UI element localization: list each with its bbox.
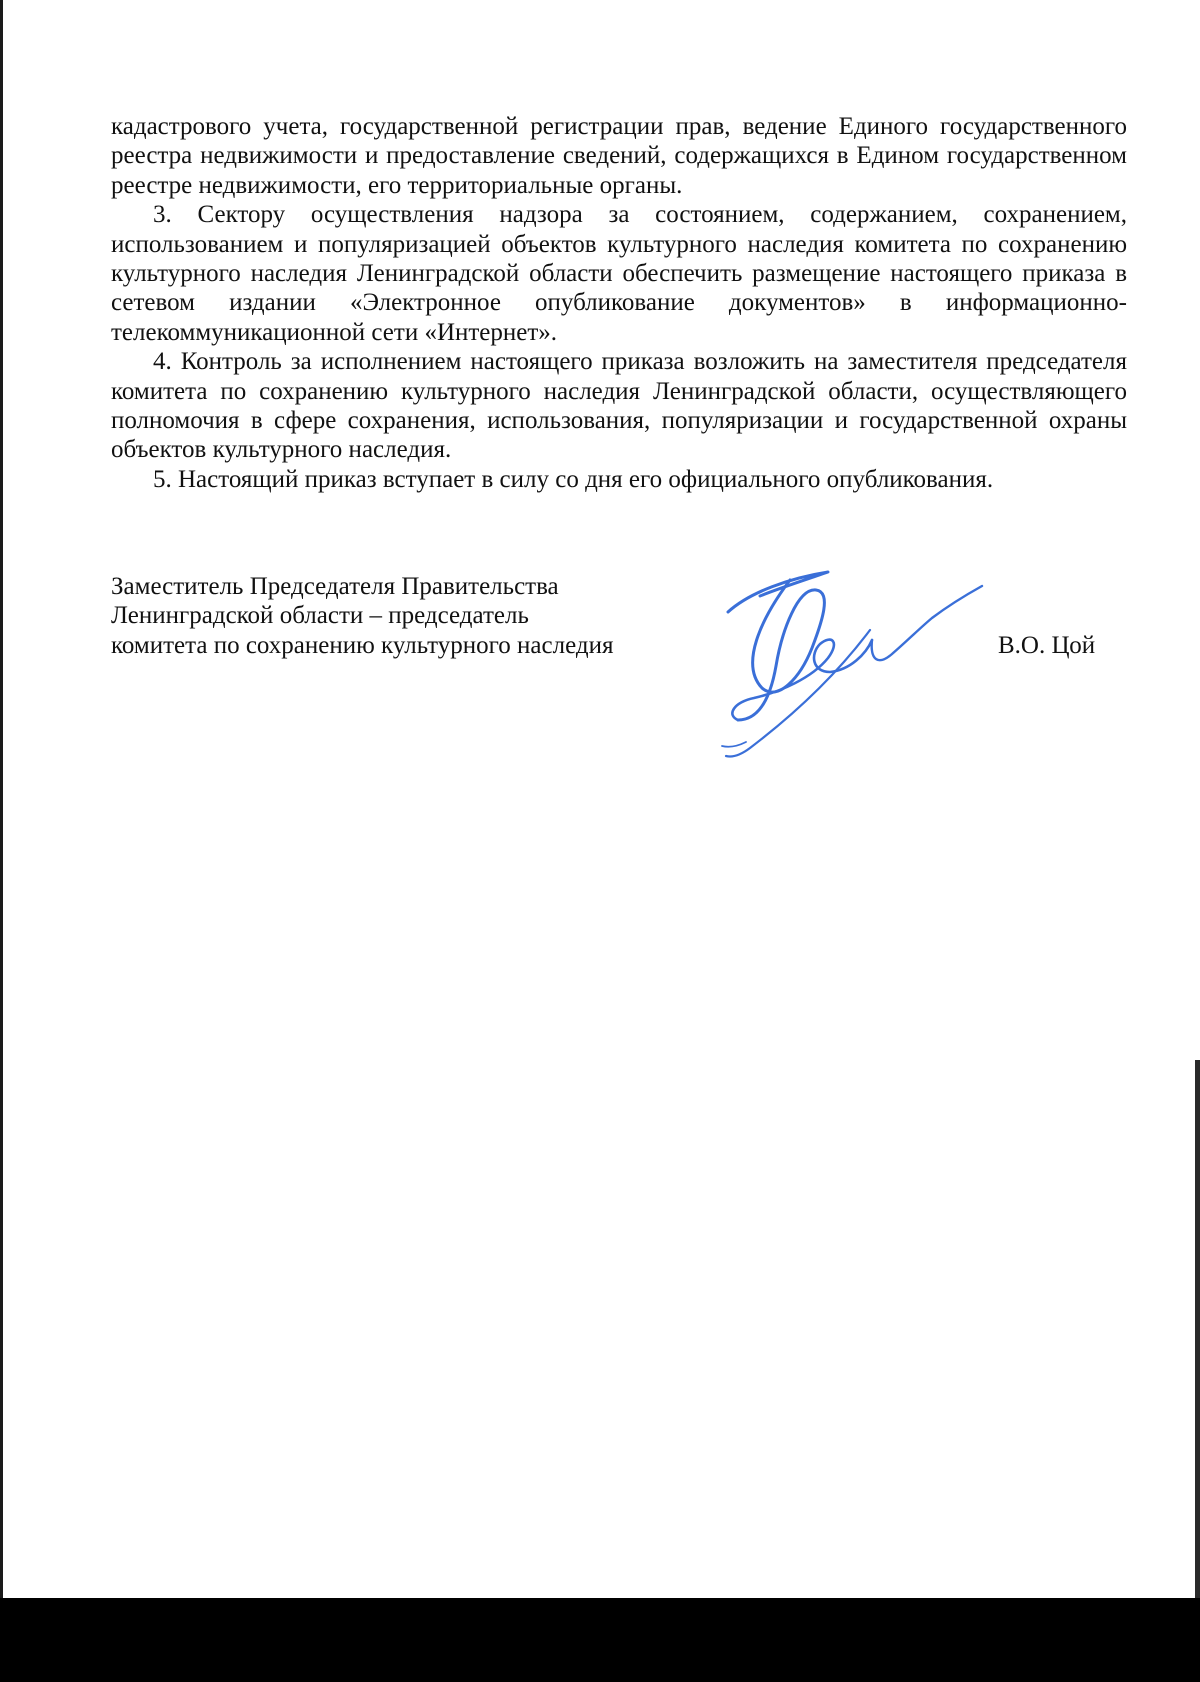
signatory-name: В.О. Цой <box>998 632 1096 659</box>
signatory-position-line: комитета по сохранению культурного наследия <box>111 631 614 659</box>
scan-edge-left <box>0 0 3 1682</box>
scan-bottom-bar <box>0 1598 1200 1682</box>
paragraph-continuation: кадастрового учета, государственной регистрации прав, ведение Единого государственного реестра недвижимости и предоставление сведений, содержащихся в Едином государственном реестре недвижимости, его территориальные органы. <box>111 113 1127 199</box>
scan-edge-right <box>1195 1060 1200 1682</box>
document-body <box>111 112 1127 494</box>
signatory-position <box>111 572 711 660</box>
paragraph-4: 4. Контроль за исполнением настоящего приказа возложить на заместителя председателя комитета по сохранению культурного наследия Ленинградской области, осуществляющего полномочия в сфере сохранения, использования, популяризации и государственной охраны объектов культурного наследия. <box>111 348 1127 464</box>
signatory-position-line: Ленинградской области – председатель <box>111 602 529 630</box>
handwritten-signature <box>720 570 990 760</box>
signatory-position-line: Заместитель Председателя Правительства <box>111 573 559 600</box>
paragraph-3: 3. Сектору осуществления надзора за состоянием, содержанием, сохранением, использованием и популяризацией объектов культурного наследия комитета по сохранению культурного наследия Ленинградской области обеспечить размещение настоящего приказа в сетевом издании «Электронное опубликование документов» в информационно-телекоммуникационной сети «Интернет». <box>111 201 1127 346</box>
paragraph-5: 5. Настоящий приказ вступает в силу со дня его официального опубликования. <box>153 465 994 493</box>
